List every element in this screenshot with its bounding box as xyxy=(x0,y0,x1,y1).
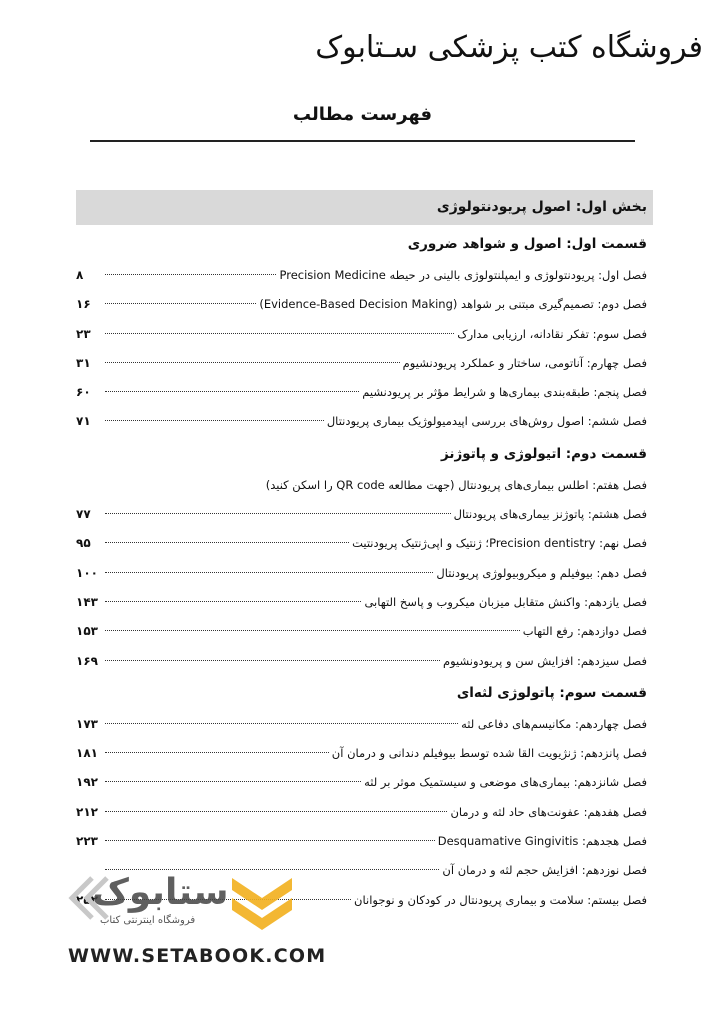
page-number: ۷۱ xyxy=(76,414,91,429)
dot-leader xyxy=(105,391,359,392)
dot-leader xyxy=(105,333,454,334)
chapter-title: فصل نهم: Precision dentistry؛ ژنتیک و اپی‌ژنتیک پریودنتیت xyxy=(352,536,647,551)
dot-leader xyxy=(105,513,451,514)
page-number: ۱۰۰ xyxy=(76,565,98,580)
page-number: ۱۸۱ xyxy=(76,746,98,761)
page-number: ۱۶ xyxy=(76,297,91,312)
toc-entry[interactable] xyxy=(76,710,653,739)
page-number: ۲۳ xyxy=(76,326,91,341)
toc-entry[interactable] xyxy=(76,261,653,290)
toc-entry[interactable] xyxy=(76,290,653,319)
chapter-title: فصل دوم: تصمیم‌گیری مبتنی بر شواهد (Evidence-Based Decision Making) xyxy=(259,297,647,312)
dot-leader xyxy=(105,630,520,631)
page-number: ۲۵۲ xyxy=(76,892,98,907)
part-banner: بخش اول: اصول پریودنتولوژی xyxy=(76,190,653,225)
section-heading: قسمت اول: اصول و شواهد ضروری xyxy=(407,236,647,252)
watermark-brand: ستابوک xyxy=(92,872,229,913)
store-header: فروشگاه کتب پزشکی سـتابوک xyxy=(315,30,703,65)
watermark-website: WWW.SETABOOK.COM xyxy=(68,945,327,967)
dot-leader xyxy=(105,572,433,573)
chapter-title: فصل بیستم: سلامت و بیماری پریودنتال در کودکان و نوجوانان xyxy=(354,892,647,907)
page-number: ۶۰ xyxy=(76,385,91,400)
watermark-tagline: فروشگاه اینترنتی کتاب xyxy=(100,915,196,926)
section-heading: قسمت دوم: اتیولوژی و پاتوژنز xyxy=(441,445,647,462)
page-number: ۸ xyxy=(76,268,84,282)
page-number: ۳۱ xyxy=(76,355,91,370)
chapter-title: فصل نوزدهم: افزایش حجم لثه و درمان آن xyxy=(442,863,647,878)
chapter-title: فصل هفدهم: عفونت‌های حاد لثه و درمان xyxy=(450,804,647,819)
page-number: ۱۷۳ xyxy=(76,716,98,731)
page-number: ۷۷ xyxy=(76,507,91,522)
chapter-title: فصل سیزدهم: افزایش سن و پریودونشیوم xyxy=(442,653,647,668)
toc-entry[interactable] xyxy=(76,827,653,856)
chapter-title: فصل هشتم: پاتوژنز بیماری‌های پریودنتال xyxy=(453,507,647,522)
chapter-title: فصل هفتم: اطلس بیماری‌های پریودنتال (جهت مطالعه QR code را اسکن کنید) xyxy=(265,477,647,492)
page-number: ۲۲۳ xyxy=(76,834,98,849)
dot-leader xyxy=(105,303,256,304)
toc-entry[interactable] xyxy=(76,647,653,676)
page-number: ۱۴۳ xyxy=(76,594,98,609)
toc-entry[interactable] xyxy=(76,471,653,500)
toc-entry[interactable] xyxy=(76,798,653,827)
toc-entry[interactable] xyxy=(76,407,653,436)
toc-entry[interactable] xyxy=(76,617,653,646)
dot-leader xyxy=(105,660,440,661)
chapter-title: فصل دهم: بیوفیلم و میکروبیولوژی پریودنتال xyxy=(436,565,647,580)
chapter-title: فصل پنجم: طبقه‌بندی بیماری‌ها و شرایط مؤثر بر پریودنشیم xyxy=(362,385,647,400)
toc-entry[interactable] xyxy=(76,559,653,588)
sections-container xyxy=(76,227,653,915)
chapter-title: فصل ششم: اصول روش‌های بررسی اپیدمیولوژیک بیماری پریودنتال xyxy=(326,414,647,429)
dot-leader xyxy=(105,362,400,363)
title-divider xyxy=(90,140,635,142)
dot-leader xyxy=(105,752,329,753)
page-number: ۱۵۳ xyxy=(76,624,98,639)
chapter-title: فصل دوازدهم: رفع التهاب xyxy=(522,624,647,639)
toc-title: فهرست مطالب xyxy=(292,104,433,125)
toc-entry[interactable] xyxy=(76,500,653,529)
page-number: ۲۱۲ xyxy=(76,804,98,819)
page-number: ۱۹۲ xyxy=(76,775,98,790)
toc-entry[interactable] xyxy=(76,529,653,558)
chapter-title: فصل چهاردهم: مکانیسم‌های دفاعی لثه xyxy=(461,716,647,731)
dot-leader xyxy=(105,781,361,782)
dot-leader xyxy=(105,542,349,543)
toc-entry[interactable] xyxy=(76,588,653,617)
dot-leader xyxy=(105,723,458,724)
chapter-title: فصل هجدهم: Desquamative Gingivitis xyxy=(437,834,647,849)
page-number: ۹۵ xyxy=(76,536,91,551)
toc-entry[interactable] xyxy=(76,320,653,349)
dot-leader xyxy=(105,811,447,812)
dot-leader xyxy=(105,420,324,421)
dot-leader xyxy=(105,840,435,841)
chapter-title: فصل چهارم: آناتومی، ساختار و عملکرد پریودنشیوم xyxy=(402,355,647,370)
chapter-title: فصل شانزدهم: بیماری‌های موضعی و سیستمیک موثر بر لثه xyxy=(364,775,647,790)
table-of-contents xyxy=(76,190,653,915)
toc-entry[interactable] xyxy=(76,768,653,797)
chapter-title: فصل یازدهم: واکنش متقابل میزبان میکروب و پاسخ التهابی xyxy=(364,594,647,609)
chapter-title: فصل پانزدهم: ژنژیویت القا شده توسط بیوفیلم دندانی و درمان آن xyxy=(331,746,647,761)
section-heading: قسمت سوم: پاتولوژی لثه‌ای xyxy=(456,684,647,701)
chapter-title: فصل سوم: تفکر نقادانه، ارزیابی مدارک xyxy=(457,326,647,341)
toc-entry[interactable] xyxy=(76,378,653,407)
dot-leader xyxy=(105,274,276,275)
page-number: ۱۶۹ xyxy=(76,653,98,668)
toc-entry[interactable] xyxy=(76,349,653,378)
chapter-title: فصل اول: پریودنتولوژی و ایمپلنتولوژی بالینی در حیطه Precision Medicine xyxy=(279,268,647,282)
dot-leader xyxy=(105,601,361,602)
toc-entry[interactable] xyxy=(76,739,653,768)
